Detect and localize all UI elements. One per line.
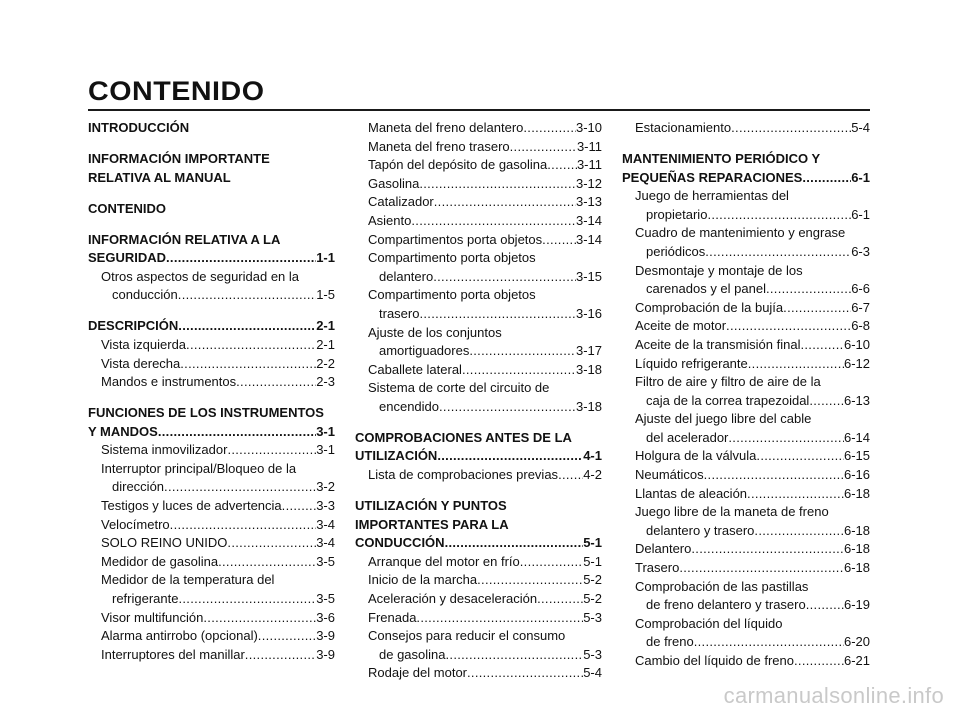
toc-entry bbox=[88, 355, 335, 374]
toc-entry bbox=[622, 485, 870, 504]
toc-page-number: 3-5 bbox=[316, 553, 335, 569]
toc-page-number: 3-4 bbox=[316, 516, 335, 532]
toc-entry-title: PEQUEÑAS REPARACIONES bbox=[622, 169, 803, 185]
toc-page-number: 3-3 bbox=[316, 498, 335, 514]
toc-entry-title: Frenada bbox=[368, 609, 417, 625]
toc-page-number: 2-3 bbox=[316, 374, 335, 390]
toc-heading: MANTENIMIENTO PERIÓDICO Y bbox=[622, 150, 821, 166]
spacer bbox=[88, 305, 335, 317]
dot-leader bbox=[186, 336, 316, 355]
toc-entry-title: CONDUCCIÓN bbox=[355, 535, 445, 551]
dot-leader bbox=[245, 646, 316, 665]
toc-entry bbox=[355, 305, 602, 324]
dot-leader bbox=[510, 138, 577, 157]
toc-entry bbox=[355, 361, 602, 380]
toc-page-number: 6-18 bbox=[843, 541, 870, 557]
toc-entry bbox=[622, 299, 870, 318]
toc-entry bbox=[622, 336, 870, 355]
toc-entry bbox=[355, 231, 602, 250]
toc-entry bbox=[622, 652, 870, 671]
dot-leader bbox=[809, 392, 844, 411]
toc-page-number: 3-10 bbox=[575, 120, 602, 135]
watermark: carmanualsonline.info bbox=[723, 683, 944, 708]
toc-page-number: 2-1 bbox=[316, 336, 335, 352]
toc-page-number: 6-15 bbox=[843, 448, 870, 464]
toc-entry bbox=[88, 609, 335, 628]
toc-page-number: 6-8 bbox=[851, 318, 870, 334]
toc-entry-title: Holgura de la válvula bbox=[635, 448, 757, 464]
toc-heading: INFORMACIÓN IMPORTANTE bbox=[88, 150, 270, 166]
dot-leader bbox=[178, 286, 316, 305]
dot-leader bbox=[180, 355, 316, 374]
dot-leader bbox=[411, 212, 576, 231]
toc-entry bbox=[355, 398, 602, 417]
toc-entry-title: Lista de comprobaciones previas bbox=[368, 467, 559, 483]
toc-entry bbox=[622, 466, 870, 485]
toc-entry-text: Juego libre de la maneta de freno bbox=[635, 504, 829, 520]
title-underline bbox=[88, 109, 870, 111]
toc-entry-text: Medidor de la temperatura del bbox=[101, 572, 275, 588]
toc-entry bbox=[88, 336, 335, 355]
toc-entry bbox=[622, 392, 870, 411]
toc-entry bbox=[622, 633, 870, 652]
toc-entry-title: trasero bbox=[379, 305, 420, 321]
toc-entry bbox=[88, 497, 335, 516]
toc-entry-title: Aceite de la transmisión final bbox=[635, 336, 801, 352]
toc-entry-text: Desmontaje y montaje de los bbox=[635, 262, 803, 278]
toc-page-number: 3-9 bbox=[316, 628, 335, 644]
toc-entry-title: Rodaje del motor bbox=[368, 665, 467, 681]
toc-page-number: 5-2 bbox=[583, 591, 602, 607]
toc-page-number: 5-3 bbox=[583, 609, 602, 625]
dot-leader bbox=[542, 231, 576, 250]
toc-entry-text: Consejos para reducir el consumo bbox=[368, 628, 566, 644]
toc-entry-title: Comprobación de la bujía bbox=[635, 299, 784, 315]
toc-entry-title: Maneta del freno trasero bbox=[368, 138, 510, 154]
toc-page-number: 6-21 bbox=[843, 653, 870, 669]
dot-leader bbox=[282, 497, 317, 516]
toc-entry bbox=[355, 664, 602, 683]
toc-entry-title: Asiento bbox=[368, 212, 412, 228]
toc-entry-title: refrigerante bbox=[112, 591, 179, 607]
toc-entry-text: Compartimento porta objetos bbox=[368, 250, 536, 266]
toc-entry bbox=[622, 447, 870, 466]
dot-leader bbox=[446, 646, 584, 665]
dot-leader bbox=[236, 373, 316, 392]
spacer bbox=[88, 138, 335, 150]
toc-page-number: 4-2 bbox=[583, 467, 602, 483]
dot-leader bbox=[178, 317, 316, 336]
toc-page-number: 6-14 bbox=[843, 429, 870, 445]
toc-entry-title: Gasolina bbox=[368, 175, 420, 191]
toc-entry-title: Cambio del líquido de freno bbox=[635, 653, 794, 669]
toc-entry-title: Neumáticos bbox=[635, 467, 704, 483]
toc-entry-title: Arranque del motor en frío bbox=[368, 553, 520, 569]
toc-page-number: 6-18 bbox=[843, 522, 870, 538]
toc-entry bbox=[88, 590, 335, 609]
dot-leader bbox=[178, 590, 316, 609]
toc-page-number: 1-1 bbox=[316, 250, 335, 266]
dot-leader bbox=[445, 534, 584, 553]
toc-page-number: 5-4 bbox=[583, 665, 602, 681]
dot-leader bbox=[754, 522, 844, 541]
toc-entry-text: Ajuste del juego libre del cable bbox=[635, 411, 812, 427]
toc-entry-title: Aceite de motor bbox=[635, 318, 727, 334]
toc-entry bbox=[88, 627, 335, 646]
toc-entry-title: Trasero bbox=[635, 560, 680, 576]
toc-page-number: 3-6 bbox=[316, 609, 335, 625]
toc-entry-title: Velocímetro bbox=[101, 516, 170, 532]
toc-entry-title: Alarma antirrobo (opcional) bbox=[101, 628, 258, 644]
toc-entry bbox=[355, 175, 602, 194]
toc-entry bbox=[88, 534, 335, 553]
toc-entry-title: Interruptores del manillar bbox=[101, 646, 245, 662]
dot-leader bbox=[419, 175, 576, 194]
toc-entry-title: SEGURIDAD bbox=[88, 250, 167, 266]
toc-entry-title: delantero bbox=[379, 268, 434, 284]
toc-entry-title: Visor multifunción bbox=[101, 609, 204, 625]
toc-entry-title: DESCRIPCIÓN bbox=[88, 318, 179, 334]
toc-page-number: 1-5 bbox=[316, 287, 335, 303]
toc-entry-text: Juego de herramientas del bbox=[635, 188, 789, 204]
toc-entry-text: Comprobación del líquido bbox=[635, 615, 783, 631]
toc-entry-title: carenados y el panel bbox=[646, 281, 766, 297]
toc-entry-title: Tapón del depósito de gasolina bbox=[368, 157, 548, 173]
toc-entry-title: dirección bbox=[112, 479, 165, 495]
toc-page-number: 2-2 bbox=[316, 355, 335, 371]
toc-page-number: 6-18 bbox=[843, 485, 870, 501]
dot-leader bbox=[218, 553, 316, 572]
toc-entry bbox=[622, 429, 870, 448]
dot-leader bbox=[227, 534, 316, 553]
toc-page-number: 6-1 bbox=[851, 206, 870, 222]
dot-leader bbox=[731, 119, 851, 138]
toc-entry-title: conducción bbox=[112, 287, 178, 303]
toc-entry-title: delantero y trasero bbox=[646, 522, 755, 538]
toc-page-number: 6-10 bbox=[843, 336, 870, 352]
toc-entry bbox=[355, 447, 602, 466]
toc-page-number: 3-5 bbox=[316, 591, 335, 607]
toc-page-number: 3-1 bbox=[316, 423, 335, 439]
toc-heading: RELATIVA AL MANUAL bbox=[88, 169, 231, 185]
dot-leader bbox=[419, 305, 576, 324]
toc-entry bbox=[355, 646, 602, 665]
dot-leader bbox=[523, 119, 576, 138]
toc-page-number: 3-13 bbox=[575, 194, 602, 210]
toc-page-number: 3-15 bbox=[575, 268, 602, 284]
dot-leader bbox=[203, 609, 316, 628]
toc-page-number: 5-3 bbox=[583, 646, 602, 662]
toc-entry bbox=[88, 423, 335, 442]
dot-leader bbox=[158, 423, 316, 442]
toc-entry-text: Comprobación de las pastillas bbox=[635, 578, 809, 594]
toc-entry-text: Otros aspectos de seguridad en la bbox=[101, 268, 300, 284]
toc-entry bbox=[622, 169, 870, 188]
toc-entry-title: Líquido refrigerante bbox=[635, 355, 748, 371]
toc-entry bbox=[622, 540, 870, 559]
dot-leader bbox=[166, 249, 316, 268]
toc-page-number: 4-1 bbox=[583, 448, 602, 464]
toc-entry bbox=[622, 280, 870, 299]
toc-entry bbox=[88, 317, 335, 336]
toc-entry-title: de freno delantero y trasero bbox=[646, 597, 806, 613]
dot-leader bbox=[434, 193, 576, 212]
toc-page-number: 3-12 bbox=[575, 175, 602, 191]
toc-entry bbox=[622, 522, 870, 541]
dot-leader bbox=[806, 596, 844, 615]
toc-entry-title: SOLO REINO UNIDO bbox=[101, 535, 228, 551]
toc-entry-text: Compartimento porta objetos bbox=[368, 287, 536, 303]
toc-entry bbox=[622, 317, 870, 336]
toc-entry-title: encendido bbox=[379, 398, 439, 414]
toc-page-number: 5-1 bbox=[583, 553, 602, 569]
dot-leader bbox=[558, 466, 583, 485]
toc-heading: INFORMACIÓN RELATIVA A LA bbox=[88, 231, 281, 247]
toc-entry-text: Interruptor principal/Bloqueo de la bbox=[101, 460, 297, 476]
toc-page-number: 6-18 bbox=[843, 560, 870, 576]
toc-entry-title: de gasolina bbox=[379, 646, 446, 662]
toc-entry bbox=[88, 553, 335, 572]
dot-leader bbox=[800, 336, 843, 355]
toc-entry-title: Catalizador bbox=[368, 194, 434, 210]
spacer bbox=[88, 392, 335, 404]
dot-leader bbox=[726, 317, 851, 336]
toc-page-number: 6-16 bbox=[843, 467, 870, 483]
toc-page-number: 5-2 bbox=[583, 572, 602, 588]
dot-leader bbox=[469, 342, 576, 361]
toc-page-number: 6-1 bbox=[851, 169, 870, 185]
toc-entry-title: Compartimentos porta objetos bbox=[368, 231, 543, 247]
dot-leader bbox=[707, 206, 851, 225]
toc-entry bbox=[355, 119, 602, 138]
dot-leader bbox=[766, 280, 851, 299]
toc-entry-title: Medidor de gasolina bbox=[101, 553, 219, 569]
dot-leader bbox=[547, 156, 577, 175]
toc-entry-title: de freno bbox=[646, 634, 694, 650]
toc-page-number: 2-1 bbox=[316, 318, 335, 334]
toc-entry-title: Aceleración y desaceleración bbox=[368, 591, 538, 607]
toc-page-number: 3-4 bbox=[316, 535, 335, 551]
toc-entry-title: caja de la correa trapezoidal bbox=[646, 392, 810, 408]
dot-leader bbox=[520, 553, 583, 572]
toc-heading: UTILIZACIÓN Y PUNTOS bbox=[355, 498, 507, 514]
toc-column-2 bbox=[355, 119, 602, 683]
toc-entry bbox=[88, 478, 335, 497]
toc-entry-title: Llantas de aleación bbox=[635, 485, 748, 501]
toc-entry bbox=[355, 466, 602, 485]
spacer bbox=[88, 187, 335, 199]
spacer bbox=[88, 218, 335, 230]
dot-leader bbox=[227, 441, 316, 460]
toc-page-number: 6-12 bbox=[843, 355, 870, 371]
toc-entry-title: Vista izquierda bbox=[101, 336, 187, 352]
dot-leader bbox=[437, 447, 583, 466]
toc-page-number: 3-9 bbox=[316, 646, 335, 662]
toc-entry bbox=[622, 596, 870, 615]
toc-entry bbox=[88, 373, 335, 392]
toc-entry-text: Filtro de aire y filtro de aire de la bbox=[635, 374, 821, 390]
toc-entry bbox=[88, 646, 335, 665]
toc-entry-title: amortiguadores bbox=[379, 343, 470, 359]
toc-entry bbox=[622, 206, 870, 225]
dot-leader bbox=[802, 169, 851, 188]
dot-leader bbox=[477, 571, 583, 590]
toc-page-number: 3-17 bbox=[575, 343, 602, 359]
toc-page-number: 3-14 bbox=[575, 231, 602, 247]
toc-page-number: 6-13 bbox=[843, 392, 870, 408]
toc-entry-title: Vista derecha bbox=[101, 355, 181, 371]
toc-page-number: 3-11 bbox=[576, 157, 602, 173]
toc-entry-title: periódicos bbox=[646, 243, 706, 259]
dot-leader bbox=[679, 559, 844, 578]
spacer bbox=[355, 417, 602, 429]
page-title: CONTENIDO bbox=[88, 76, 265, 106]
toc-heading: FUNCIONES DE LOS INSTRUMENTOS bbox=[88, 405, 324, 421]
dot-leader bbox=[467, 664, 583, 683]
dot-leader bbox=[748, 355, 844, 374]
toc-page-number: 3-18 bbox=[575, 398, 602, 414]
dot-leader bbox=[433, 268, 576, 287]
toc-entry bbox=[355, 590, 602, 609]
toc-entry bbox=[88, 516, 335, 535]
toc-page-number: 6-20 bbox=[843, 634, 870, 650]
toc-entry-title: Delantero bbox=[635, 541, 692, 557]
dot-leader bbox=[439, 398, 576, 417]
spacer bbox=[355, 485, 602, 497]
toc-entry-text: Sistema de corte del circuito de bbox=[368, 380, 550, 396]
toc-entry bbox=[622, 243, 870, 262]
toc-entry bbox=[355, 268, 602, 287]
dot-leader bbox=[164, 478, 316, 497]
spacer bbox=[622, 138, 870, 150]
dot-leader bbox=[694, 633, 844, 652]
toc-entry-title: Inicio de la marcha bbox=[368, 572, 478, 588]
dot-leader bbox=[705, 243, 851, 262]
dot-leader bbox=[537, 590, 583, 609]
toc-entry bbox=[355, 534, 602, 553]
toc-entry bbox=[355, 212, 602, 231]
dot-leader bbox=[728, 429, 844, 448]
toc-entry bbox=[88, 249, 335, 268]
toc-page-number: 3-1 bbox=[316, 442, 335, 458]
toc-page-number: 3-18 bbox=[575, 361, 602, 377]
toc-page-number: 6-7 bbox=[851, 299, 870, 315]
toc-entry-text: Cuadro de mantenimiento y engrase bbox=[635, 225, 846, 241]
toc-page-number: 6-6 bbox=[851, 281, 870, 297]
toc-entry bbox=[355, 193, 602, 212]
toc-heading: IMPORTANTES PARA LA bbox=[355, 516, 509, 532]
toc-entry bbox=[88, 286, 335, 305]
toc-entry bbox=[355, 553, 602, 572]
toc-page-number: 6-3 bbox=[851, 243, 870, 259]
toc-entry-title: UTILIZACIÓN bbox=[355, 448, 438, 464]
toc-entry-title: Estacionamiento bbox=[635, 120, 732, 135]
toc-entry-title: Mandos e instrumentos bbox=[101, 374, 237, 390]
toc-page-number: 3-16 bbox=[575, 305, 602, 321]
toc-page-number: 5-4 bbox=[851, 120, 870, 135]
dot-leader bbox=[462, 361, 576, 380]
dot-leader bbox=[794, 652, 844, 671]
dot-leader bbox=[258, 627, 316, 646]
toc-page-number: 5-1 bbox=[583, 535, 602, 551]
toc-page-number: 6-19 bbox=[843, 597, 870, 613]
dot-leader bbox=[170, 516, 317, 535]
dot-leader bbox=[416, 609, 583, 628]
toc-entry bbox=[622, 355, 870, 374]
toc-entry-text: Ajuste de los conjuntos bbox=[368, 324, 502, 340]
toc-entry bbox=[355, 342, 602, 361]
dot-leader bbox=[704, 466, 844, 485]
toc-entry-title: Testigos y luces de advertencia bbox=[101, 498, 282, 514]
dot-leader bbox=[691, 540, 844, 559]
toc-page-number: 3-2 bbox=[316, 479, 335, 495]
toc-entry-title: propietario bbox=[646, 206, 708, 222]
toc-heading: CONTENIDO bbox=[88, 200, 166, 216]
toc-entry-title: Sistema inmovilizador bbox=[101, 442, 228, 458]
toc-page-number: 3-14 bbox=[575, 212, 602, 228]
dot-leader bbox=[783, 299, 851, 318]
toc-entry bbox=[355, 571, 602, 590]
dot-leader bbox=[747, 485, 844, 504]
dot-leader bbox=[756, 447, 844, 466]
toc-entry-title: Maneta del freno delantero bbox=[368, 120, 524, 135]
toc-entry bbox=[355, 609, 602, 628]
toc-entry bbox=[622, 119, 870, 138]
toc-entry-title: del acelerador bbox=[646, 429, 729, 445]
toc-entry-title: Caballete lateral bbox=[368, 361, 462, 377]
toc-entry bbox=[622, 559, 870, 578]
toc-page-number: 3-11 bbox=[576, 138, 602, 154]
toc-column-3 bbox=[622, 119, 870, 671]
toc-entry-title: Y MANDOS bbox=[88, 423, 158, 439]
toc-entry bbox=[88, 441, 335, 460]
toc-heading: COMPROBACIONES ANTES DE LA bbox=[355, 429, 572, 445]
toc-column-1 bbox=[88, 119, 335, 664]
toc-entry bbox=[355, 156, 602, 175]
toc-entry bbox=[355, 138, 602, 157]
toc-heading: INTRODUCCIÓN bbox=[88, 120, 190, 135]
